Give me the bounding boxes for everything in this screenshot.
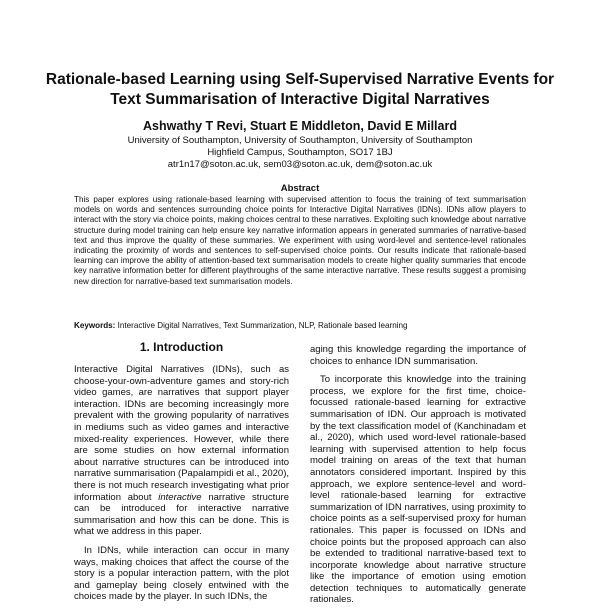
keywords-text: Interactive Digital Narratives, Text Summarization, NLP, Rationale based learning <box>115 321 408 330</box>
left-column <box>74 364 289 610</box>
paragraph <box>74 364 289 538</box>
paragraph-text: narrative structure can be introduced for interactive narrative summarisation and how this can be done. This is what we address in this paper. <box>74 491 289 538</box>
right-column <box>310 344 526 613</box>
abstract-text: This paper explores using rationale-based learning with supervised attention to focus the training of text summarisation models on words and sentences surrounding choice points for Interactive Digital Narratives (IDNs). IDNs allow players to interact with the story via choice points, making choices central to these narratives. Exploiting such knowledge about narrative structure during model training can help ensure key narrative information appears in generated summaries of narrative-based text and thus improve the quality of these summaries. We experiment with using word-level and sentence-level rationales indicating the proximity of words and sentences to self-supervised choice points. Our results indicate that rationale-based learning can improve the ability of attention-based text summarisation models to create higher quality summaries that encode key narrative information better for different playthroughs of the same interactive narrative. These results suggest a promising new direction for narrative-based text summarisation models. <box>74 195 526 286</box>
paragraph: aging this knowledge regarding the importance of choices to enhance IDN summarisation. <box>310 344 526 367</box>
abstract-heading: Abstract <box>280 183 320 194</box>
section-heading: 1. Introduction <box>139 340 224 354</box>
address-line: Highfield Campus, Southampton, SO17 1BJ <box>207 147 393 158</box>
paper-title: Rationale-based Learning using Self-Supervised Narrative Events for Text Summarisation of Interactive Digital Narratives <box>45 71 555 108</box>
affiliation-block <box>40 135 560 171</box>
affiliation-line: University of Southampton, University of Southampton, University of Southampton <box>127 135 473 146</box>
paragraph: In IDNs, while interaction can occur in many ways, making choices that affect the course of the story is a popular interaction pattern, with the plot and gameplay being closely entwined with the choices made by the player. In such IDNs, the <box>74 544 289 603</box>
keywords-label: Keywords: <box>74 321 116 330</box>
keywords-line <box>74 321 526 331</box>
paragraph: To incorporate this knowledge into the training process, we explore for the first time, choice-focussed rationale-based learning for extractive summarisation of IDN. Our approach is motivated by the text classification model of (Kanchinadam et al., 2020), which used word-level rationale-based learning with supervised attention to help focus model training on areas of the text that human annotators considered important. Inspired by this approach, we explore sentence-level and word-level rationale-based learning for extractive summarization of IDN narratives, using proximity to choice points as a self-supervised proxy for human rationales. This paper is focussed on IDNs and choice points but the proposed approach can also be extended to traditional narrative-based text to incorporate knowledge about narrative structure like the importance of emotion using emotion detection techniques to automatically generate rationales. <box>310 374 526 606</box>
emphasis-text: interactive <box>158 491 202 503</box>
author-list: Ashwathy T Revi, Stuart E Middleton, David E Millard <box>143 119 457 133</box>
email-line: atr1n17@soton.ac.uk, sem03@soton.ac.uk, dem@soton.ac.uk <box>167 159 433 170</box>
paragraph-text: Interactive Digital Narratives (IDNs), such as choose-your-own-adventure games and story-rich video games, are narratives that support player interaction. IDNs are becoming increasingly more prevalent with the growing popularity of narratives in mediums such as video games and interactive mixed-reality experiences. However, while there are some studies on how external information about narrative structures can be introduced into narrative summarisation (Papalampidi et al., 2020), there is not much research investigating what prior information about <box>74 364 289 503</box>
